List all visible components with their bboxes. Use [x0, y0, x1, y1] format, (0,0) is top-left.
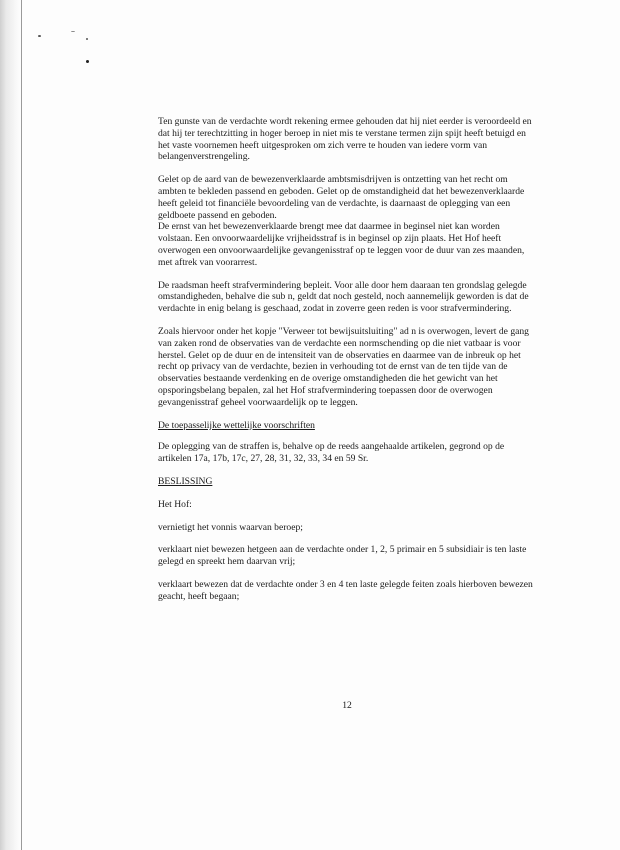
page-edge-shadow: [0, 0, 22, 850]
body-text: [158, 116, 536, 614]
paragraph-severity: De ernst van het bewezenverklaarde brengt mee dat daarmee in beginsel niet kan worden volstaan. Een onvoorwaardelijke vrijheidsstraf is in beginsel op zijn plaats. Het Hof heeft overwogen een onvoorwaardelijke gevangenisstraf op te leggen voor de duur van zes maanden, met aftrek van voorarrest.: [158, 221, 525, 268]
paragraph-mitigating-factors: Ten gunste van de verdachte wordt rekening ermee gehouden dat hij niet eerder is veroordeeld en dat hij ter terechtzitting in hoger beroep in niet mis te verstane termen zijn spijt heeft betuigd en het vaste voornemen heeft uitgesproken om zich verre te houden van iedere vorm van belangenverstrengeling.: [158, 116, 532, 163]
scan-speck: [86, 38, 88, 40]
scan-speck: [38, 35, 41, 37]
paragraph-sentence-reduction: De raadsman heeft strafvermindering bepleit. Voor alle door hem daaraan ten grondslag gelegde omstandigheden, behalve die sub n, geldt dat noch gesteld, noch aannemelijk geworden is dat de verdachte in enig belang is geschaad, zodat in zoverre geen reden is voor strafvermindering.: [158, 279, 529, 315]
paragraph-court: Het Hof:: [158, 498, 192, 510]
page-edge-line: [21, 0, 22, 850]
paragraph-proven: verklaart bewezen dat de verdachte onder 3 en 4 ten laste gelegde feiten zoals hierboven bewezen geacht, heeft begaan;: [158, 578, 533, 602]
paragraph-disqualification-fine: Gelet op de aard van de bewezenverklaarde ambtsmisdrijven is ontzetting van het recht om ambten te bekleden passend en geboden. Gelet op de omstandigheid dat het bewezenverklaarde heeft geleid tot financiële bevoordeling van de verdachte, is daarnaast de oplegging van een geldboete passend en geboden.: [158, 174, 525, 221]
scan-speck: [86, 60, 89, 63]
heading-decision: BESLISSING: [158, 475, 213, 487]
heading-applicable-provisions: De toepasselijke wettelijke voorschriften: [158, 419, 315, 431]
paragraph-articles: De oplegging van de straffen is, behalve op de reeds aangehaalde artikelen, gegrond op de artikelen 17a, 17b, 17c, 27, 28, 31, 32, 33, 34 en 59 Sr.: [158, 441, 505, 465]
paragraph-observations: Zoals hiervoor onder het kopje "Verweer tot bewijsuitsluiting" ad n is overwogen, levert de gang van zaken rond de observaties van de verdachte een normschending op die niet vatbaar is voor herstel. Gelet op de duur en de intensiteit van de observaties en daarmee van de inbreuk op het recht op privacy van de verdachte, bezien in verhouding tot de ernst van de ten tijde van de observaties bestaande verdenking en de overige omstandigheden die het gewicht van het opsporingsbelang bepalen, zal het Hof strafvermindering toepassen door de overwogen gevangenisstraf geheel voorwaardelijk op te leggen.: [158, 325, 529, 408]
page-number: 12: [342, 700, 352, 711]
paragraph-annuls-judgment: vernietigt het vonnis waarvan beroep;: [158, 521, 303, 533]
scan-speck: [71, 31, 75, 32]
paragraph-not-proven: verklaart niet bewezen hetgeen aan de verdachte onder 1, 2, 5 primair en 5 subsidiair is ten laste gelegd en spreekt hem daarvan vrij;: [158, 544, 527, 568]
